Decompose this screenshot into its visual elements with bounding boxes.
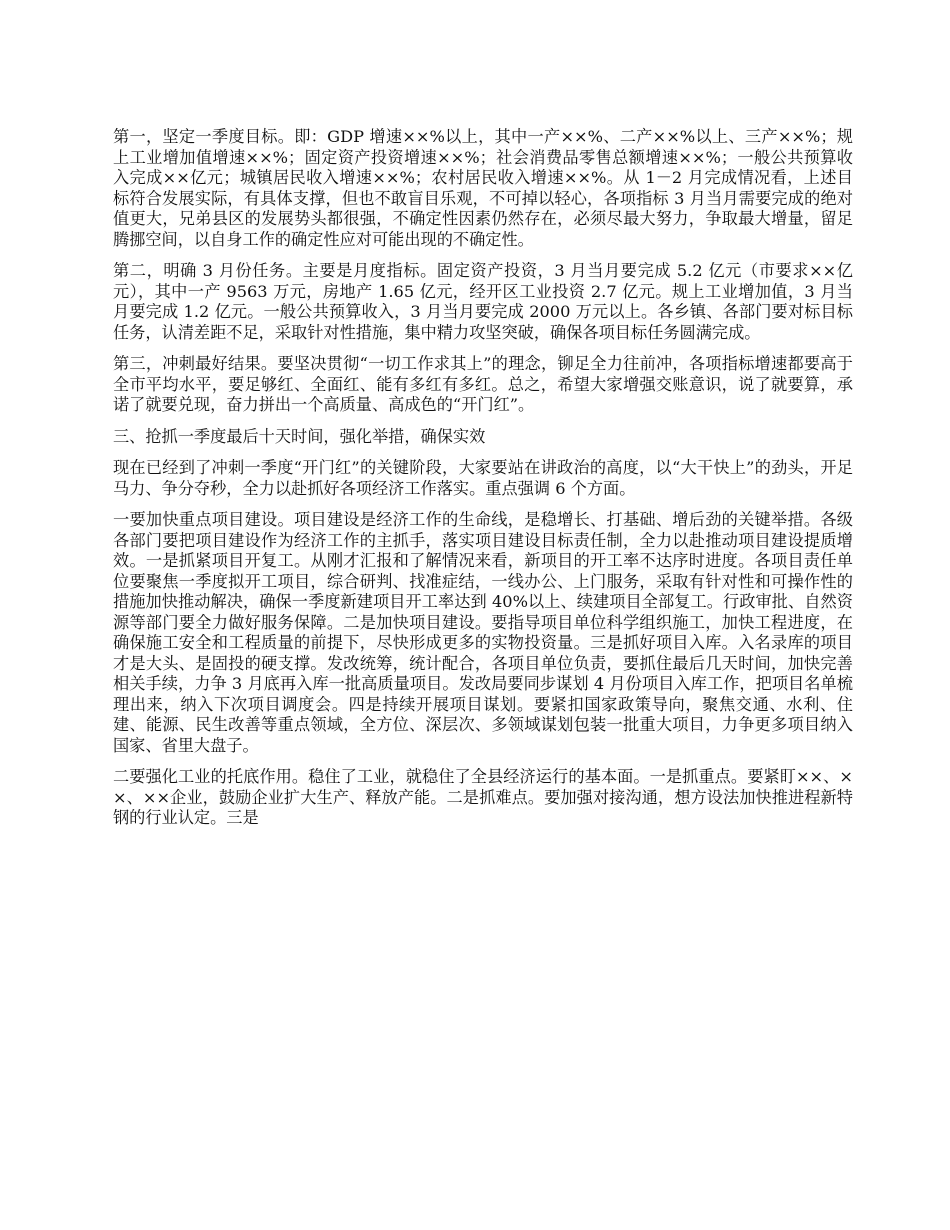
paragraph-industry-support: 二要强化工业的托底作用。稳住了工业，就稳住了全县经济运行的基本面。一是抓重点。要紧盯××、××、××企业，鼓励企业扩大生产、释放产能。二是抓难点。要加强对接沟通，想方设法加快推进程新特钢的行业认定。三是	[113, 767, 853, 827]
section-heading: 三、抢抓一季度最后十天时间，强化举措，确保实效	[113, 426, 486, 446]
document-body	[113, 127, 853, 840]
paragraph-critical-stage: 现在已经到了冲刺一季度“开门红”的关键阶段，大家要站在讲政治的高度，以“大干快上”的劲头，开足马力、争分夺秒，全力以赴抓好各项经济工作落实。重点强调 6 个方面。	[113, 458, 853, 498]
paragraph-key-projects: 一要加快重点项目建设。项目建设是经济工作的生命线，是稳增长、打基础、增后劲的关键举措。各级各部门要把项目建设作为经济工作的主抓手，落实项目建设目标责任制，全力以赴推动项目建设提质增效。一是抓紧项目开复工。从刚才汇报和了解情况来看，新项目的开工率不达序时进度。各项目责任单位要聚焦一季度拟开工项目，综合研判、找准症结，一线办公、上门服务，采取有针对性和可操作性的措施加快推动解决，确保一季度新建项目开工率达到 40%以上、续建项目全部复工。行政审批、自然资源等部门要全力做好服务保障。二是加快项目建设。要指导项目单位科学组织施工，加快工程进度，在确保施工安全和工程质量的前提下，尽快形成更多的实物投资量。三是抓好项目入库。入名录库的项目才是大头、是固投的硬支撑。发改统筹，统计配合，各项目单位负责，要抓住最后几天时间，加快完善相关手续，力争 3 月底再入库一批高质量项目。发改局要同步谋划 4 月份项目入库工作，把项目名单梳理出来，纳入下次项目调度会。四是持续开展项目谋划。要紧扣国家政策导向，聚焦交通、水利、住建、能源、民生改善等重点领域，全方位、深层次、多领域谋划包装一批重大项目，力争更多项目纳入国家、省里大盘子。	[113, 510, 853, 755]
paragraph-quarter-targets: 第一，坚定一季度目标。即：GDP 增速××%以上，其中一产××%、二产××%以上、三产××%；规上工业增加值增速××%；固定资产投资增速××%；社会消费品零售总额增速××%；一般公共预算收入完成××亿元；城镇居民收入增速××%；农村居民收入增速××%。从 1－2 月完成情况看，上述目标符合发展实际，有具体支撑，但也不敢盲目乐观，不可掉以轻心，各项指标 3 月当月需要完成的绝对值更大，兄弟县区的发展势头都很强，不确定性因素仍然存在，必须尽最大努力，争取最大增量，留足腾挪空间，以自身工作的确定性应对可能出现的不确定性。	[113, 127, 853, 249]
paragraph-best-results: 第三，冲刺最好结果。要坚决贯彻“一切工作求其上”的理念，铆足全力往前冲，各项指标增速都要高于全市平均水平，要足够红、全面红、能有多红有多红。总之，希望大家增强交账意识，说了就要算，承诺了就要兑现，奋力拼出一个高质量、高成色的“开门红”。	[113, 354, 853, 414]
paragraph-march-tasks: 第二，明确 3 月份任务。主要是月度指标。固定资产投资，3 月当月要完成 5.2 亿元（市要求××亿元），其中一产 9563 万元，房地产 1.65 亿元，经开区工业投资 2.7 亿元。规上工业增加值，3 月当月要完成 1.2 亿元。一般公共预算收入，3 月当月要完成 2000 万元以上。各乡镇、各部门要对标目标任务，认清差距不足，采取针对性措施，集中精力攻坚突破，确保各项目标任务圆满完成。	[113, 261, 853, 342]
